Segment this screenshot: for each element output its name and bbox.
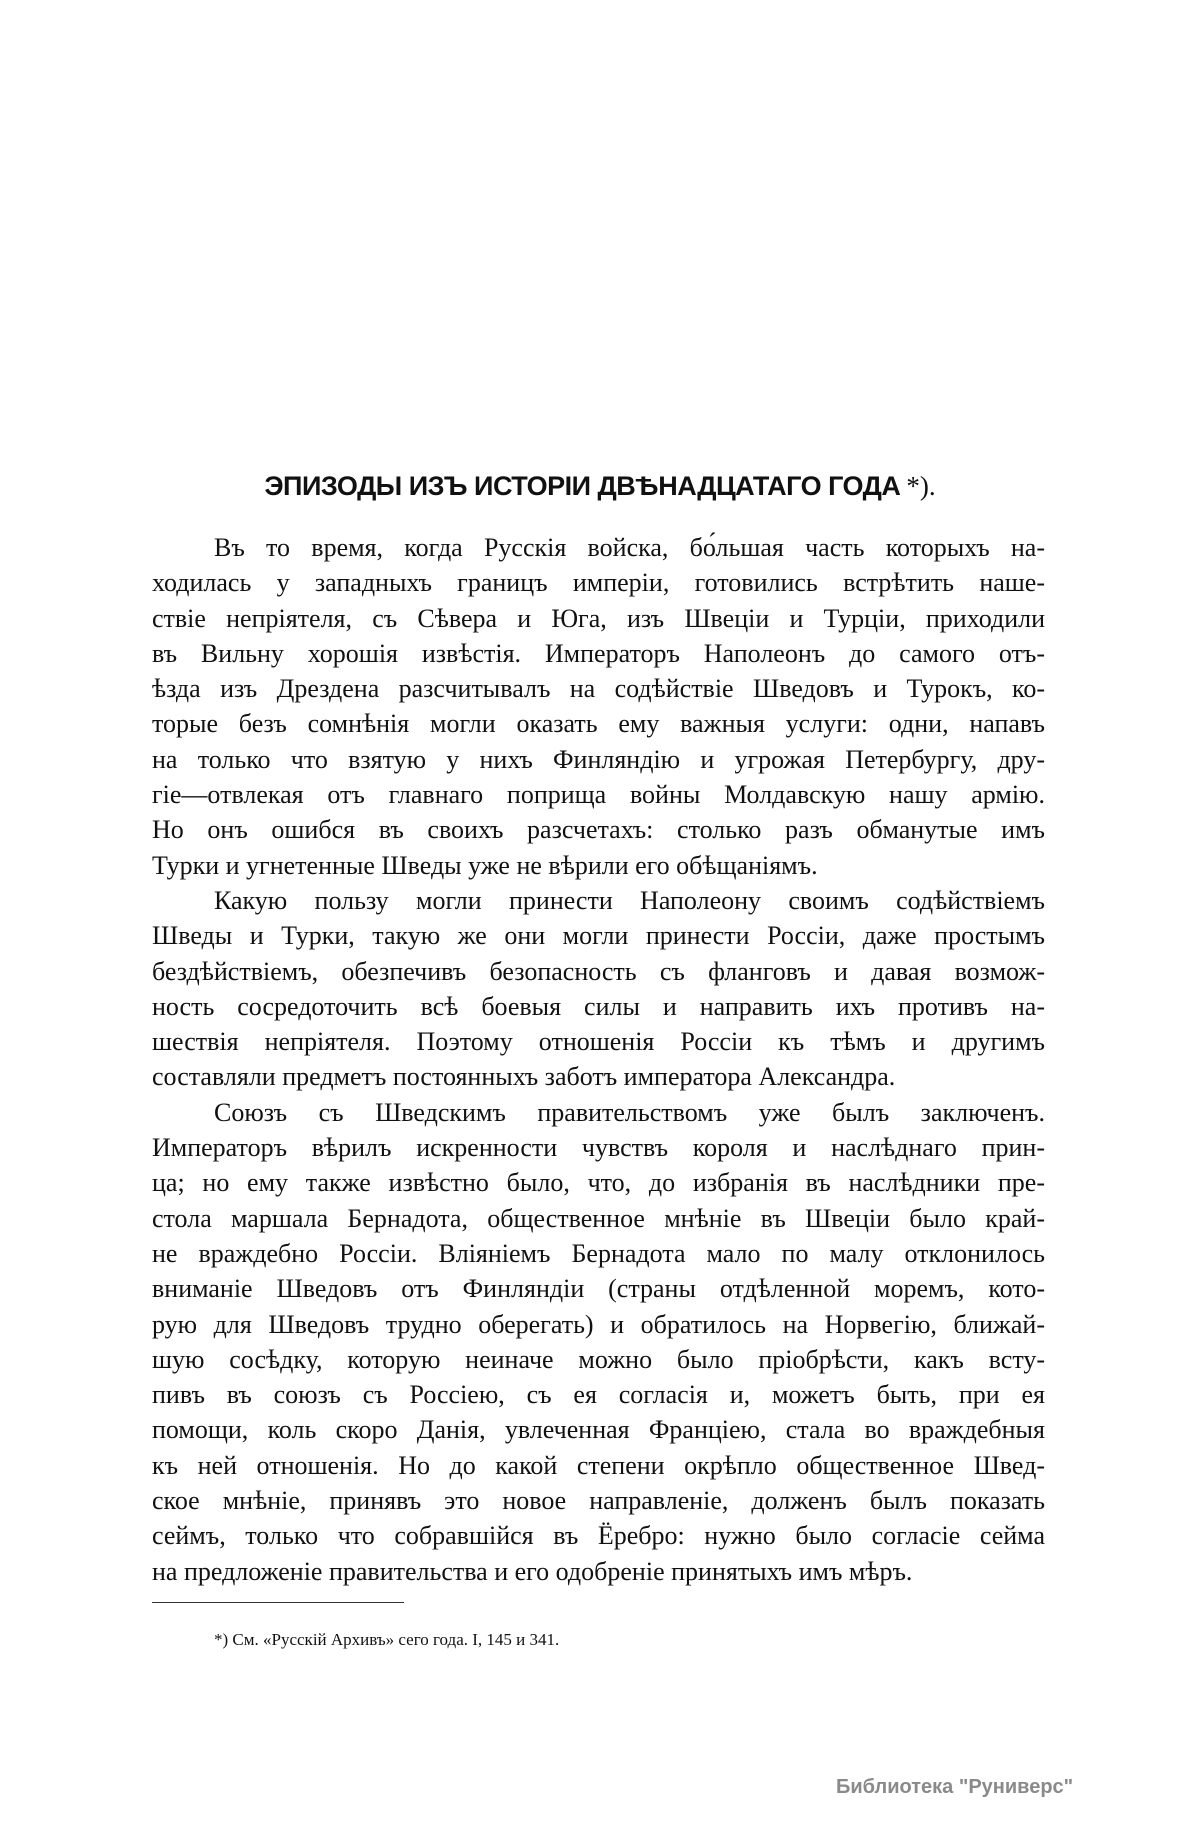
text-line: стола маршала Бернадота, общественное мнѣніе въ Швеціи было край- xyxy=(152,1203,1045,1233)
text-line: пивъ въ союзъ съ Россіею, съ ея согласія и, можетъ быть, при ея xyxy=(152,1380,1045,1410)
text-line: Въ то время, когда Русскія войска, бо́льшая часть которыхъ на- xyxy=(214,533,1045,562)
text-line: бездѣйствіемъ, обезпечивъ безопасность съ фланговъ и давая возмож- xyxy=(152,956,1045,986)
text-line: составляли предметъ постоянныхъ заботъ императора Александра. xyxy=(152,1062,896,1092)
text-line: шествія непріятеля. Поэтому отношенія Россіи къ тѣмъ и другимъ xyxy=(152,1027,1045,1057)
text-line: ское мнѣніе, принявъ это новое направленіе, долженъ былъ показать xyxy=(152,1486,1045,1516)
text-line: гіе—отвлекая отъ главнаго поприща войны Молдавскую нашу армію. xyxy=(152,780,1045,810)
text-line: въ Вильну хорошія извѣстія. Императоръ Наполеонъ до самого отъ- xyxy=(152,638,1045,668)
text-line: Какую пользу могли принести Наполеону своимъ содѣйствіемъ xyxy=(214,885,1045,915)
article-title xyxy=(0,466,1200,506)
text-line: ность сосредоточить всѣ боевыя силы и направить ихъ противъ на- xyxy=(152,991,1045,1021)
text-line: сеймъ, только что собравшійся въ Ёребро: нужно было согласіе сейма xyxy=(152,1521,1045,1551)
title-text: ЭПИЗОДЫ ИЗЪ ИСТОРІИ ДВѢНАДЦАТАГО ГОДА xyxy=(264,471,901,501)
text-line: Союзъ съ Шведскимъ правительствомъ уже былъ заключенъ. xyxy=(214,1097,1045,1127)
text-line: вниманіе Шведовъ отъ Финляндіи (страны отдѣленной моремъ, кото- xyxy=(152,1274,1045,1304)
text-line: ствіе непріятеля, съ Сѣвера и Юга, изъ Швеціи и Турціи, приходили xyxy=(152,603,1045,633)
text-line: не враждебно Россіи. Вліяніемъ Бернадота мало по малу отклонилось xyxy=(152,1238,1045,1268)
text-line: ца; но ему также извѣстно было, что, до избранія въ наслѣдники пре- xyxy=(152,1168,1045,1198)
text-line: Турки и угнетенные Шведы уже не вѣрили его обѣщаніямъ. xyxy=(152,850,818,880)
library-watermark: Библиотека "Руниверс" xyxy=(836,1776,1074,1798)
text-line: къ ней отношенія. Но до какой степени окрѣпло общественное Швед- xyxy=(152,1450,1045,1480)
text-line: ѣзда изъ Дрездена разсчитывалъ на содѣйствіе Шведовъ и Турокъ, ко- xyxy=(152,674,1045,704)
text-line: рую для Шведовъ трудно оберегать) и обратилось на Норвегію, ближай- xyxy=(152,1309,1045,1339)
footnote-divider xyxy=(152,1602,404,1603)
text-line: Императоръ вѣрилъ искренности чувствъ короля и наслѣднаго прин- xyxy=(152,1133,1045,1163)
text-line: торые безъ сомнѣнія могли оказать ему важныя услуги: одни, напавъ xyxy=(152,709,1045,739)
footnote: *) См. «Русскій Архивъ» сего года. I, 145 и 341. xyxy=(214,1630,560,1649)
text-line: ходилась у западныхъ границъ имперіи, готовились встрѣтить наше- xyxy=(152,568,1045,598)
footnote-mark: *). xyxy=(906,471,936,501)
text-line: на предложеніе правительства и его одобреніе принятыхъ имъ мѣръ. xyxy=(152,1556,913,1586)
article-body xyxy=(152,530,1045,1589)
text-line: Но онъ ошибся въ своихъ разсчетахъ: столько разъ обманутые имъ xyxy=(152,815,1045,845)
text-line: на только что взятую у нихъ Финляндію и угрожая Петербургу, дру- xyxy=(152,744,1045,774)
text-line: шую сосѣдку, которую неиначе можно было пріобрѣсти, какъ всту- xyxy=(152,1344,1045,1374)
text-line: помощи, коль скоро Данія, увлеченная Франціею, стала во враждебныя xyxy=(152,1415,1045,1445)
text-line: Шведы и Турки, такую же они могли принести Россіи, даже простымъ xyxy=(152,921,1045,951)
